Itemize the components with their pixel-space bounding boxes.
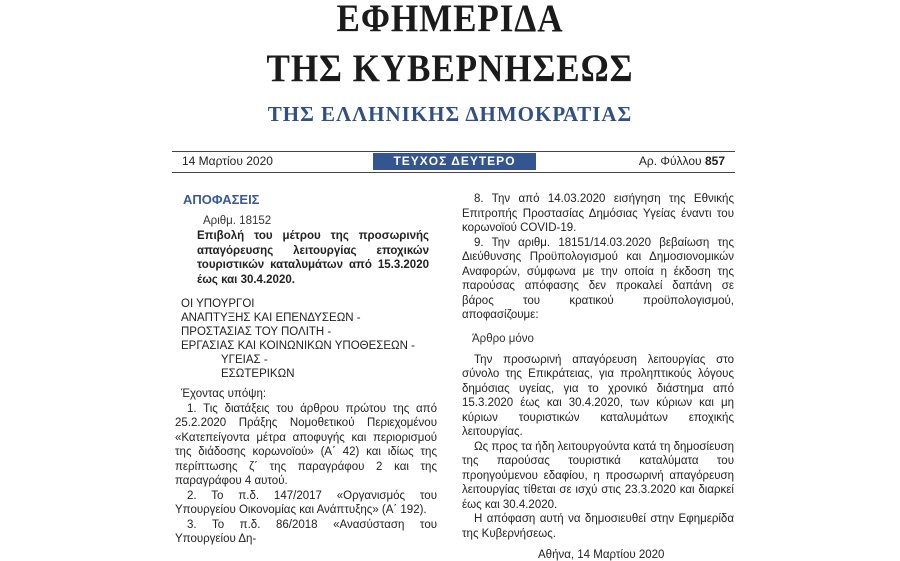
ministers-line: ΕΣΩΤΕΡΙΚΩΝ: [221, 368, 295, 380]
gazette-title-line1: ΕΦΗΜΕΡΙΔΑ: [336, 0, 564, 40]
sheet-number: [639, 154, 725, 168]
having-regard: Έχοντας υπόψη:: [181, 388, 267, 400]
legal-item: 9. Την αριθμ. 18151/14.03.2020 βεβαίωση της Διεύθυνσης Προϋπολογισμού και Δημοσιονομικών Αναφορών, σύμφωνα με την οποία η έκδοση της παρούσας απόφασης δεν προκαλεί δαπάνη σε βάρος του κρατικού προϋπολογισμού, αποφασίζουμε:: [462, 236, 734, 321]
ministers-block: [181, 297, 437, 381]
ministers-line: ΟΙ ΥΠΟΥΡΓΟΙ: [181, 298, 255, 310]
signature-place-date: Αθήνα, 14 Μαρτίου 2020: [538, 549, 665, 561]
masthead-bar: [172, 151, 735, 173]
right-column: [462, 192, 740, 561]
decision-subject: Επιβολή του μέτρου της προσωρινής απαγόρευσης λειτουργίας εποχικών τουριστικών καταλυμάτων από 15.3.2020 έως και 30.4.2020.: [197, 230, 429, 286]
right-body-text: [462, 192, 734, 323]
republic-subtitle: ΤΗΣ ΕΛΛΗΝΙΚΗΣ ΔΗΜΟΚΡΑΤΙΑΣ: [267, 102, 633, 126]
legal-item: 8. Την από 14.03.2020 εισήγηση της Εθνικής Επιτροπής Προστασίας Δημόσιας Υγείας έναντι του κορωνοϊού COVID-19.: [462, 193, 734, 234]
sheet-value: 857: [704, 154, 725, 168]
ministers-line: ΠΡΟΣΤΑΣΙΑΣ ΤΟΥ ΠΟΛΙΤΗ -: [181, 326, 332, 338]
section-heading: ΑΠΟΦΑΣΕΙΣ: [183, 192, 260, 207]
article-paragraph: Η απόφαση αυτή να δημοσιευθεί στην Εφημερίδα της Κυβερνήσεως.: [462, 513, 734, 540]
ministers-line: ΕΡΓΑΣΙΑΣ ΚΑΙ ΚΟΙΝΩΝΙΚΩΝ ΥΠΟΘΕΣΕΩΝ -: [181, 340, 415, 352]
legal-item: 3. Το π.δ. 86/2018 «Ανασύσταση του Υπουργείου Δη-: [175, 518, 437, 545]
ministers-line: ΑΝΑΠΤΥΞΗΣ ΚΑΙ ΕΠΕΝΔΥΣΕΩΝ -: [181, 312, 361, 324]
gazette-title-line2: ΤΗΣ ΚΥΒΕΡΝΗΣΕΩΣ: [266, 47, 634, 90]
legal-item: 2. Το π.δ. 147/2017 «Οργανισμός του Υπουργείου Οικονομίας και Ανάπτυξης» (Α΄ 192).: [175, 489, 437, 516]
article-body: [462, 353, 734, 542]
sheet-label: Αρ. Φύλλου: [638, 154, 702, 168]
article-paragraph: Την προσωρινή απαγόρευση λειτουργίας στο σύνολο της Επικράτειας, για προληπτικούς λόγους δημόσιας υγείας, για το χρονικό διάστημα από 15.3.2020 έως και 30.4.2020, των κύριων και μη κύριων τουριστικών καταλυμάτων εποχικής λειτουργίας.: [462, 353, 734, 438]
article-heading: Άρθρο μόνο: [472, 332, 534, 345]
legal-item: 1. Τις διατάξεις του άρθρου πρώτου της από 25.2.2020 Πράξης Νομοθετικού Περιεχομένου «Κατεπείγοντα μέτρα αποφυγής και περιορισμού της διάδοσης κορωνοϊού» (Α΄ 42) και ιδίως της περίπτωσης ζ΄ της παραγράφου 2 και της παραγράφου 4 αυτού.: [175, 402, 437, 487]
decision-number: Αριθμ. 18152: [203, 215, 272, 227]
issue-label: ΤΕΥΧΟΣ ΔΕΥΤΕΡΟ: [373, 153, 536, 170]
ministers-line: ΥΓΕΙΑΣ -: [221, 354, 268, 366]
left-body-text: [175, 387, 437, 547]
left-column: [175, 192, 437, 547]
article-paragraph: Ως προς τα ήδη λειτουργούντα κατά τη δημοσίευση της παρούσας τουριστικά καταλύματα του προηγούμενου εδαφίου, η προσωρινή απαγόρευση λειτουργίας τίθεται σε ισχύ στις 23.3.2020 και διαρκεί έως και 30.4.2020.: [462, 440, 734, 511]
issue-date: 14 Μαρτίου 2020: [182, 154, 273, 168]
